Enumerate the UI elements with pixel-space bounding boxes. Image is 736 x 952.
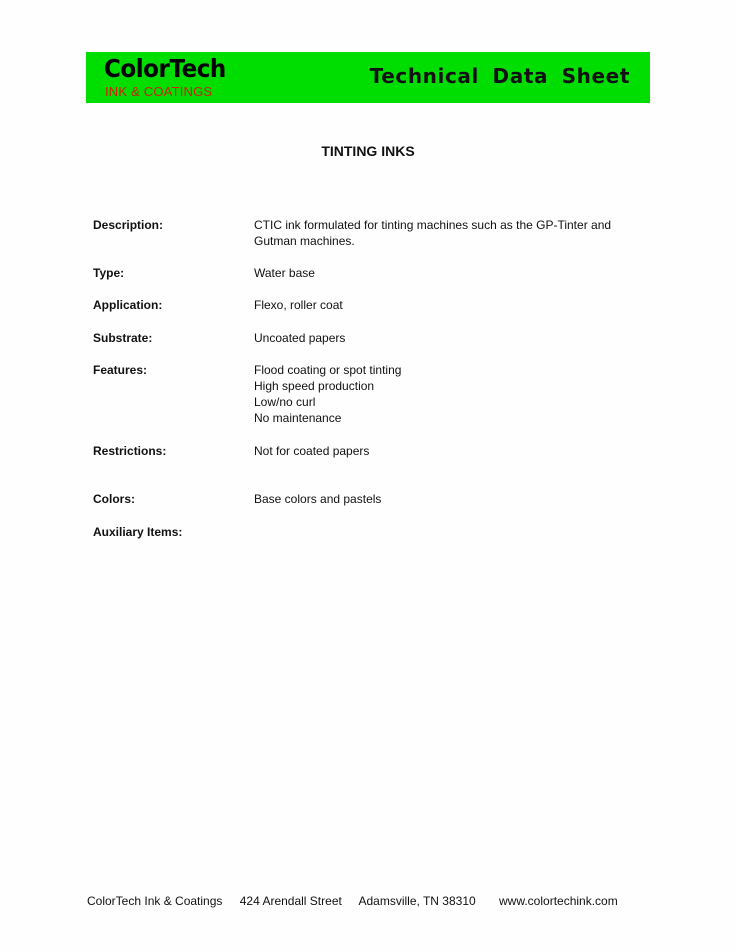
restrictions-value: Not for coated papers [254, 444, 370, 458]
auxiliary-items-label: Auxiliary Items: [93, 525, 183, 539]
features-value [254, 362, 634, 426]
description-label: Description: [93, 218, 164, 232]
colors-label: Colors: [93, 492, 135, 506]
document-title: TINTING INKS [321, 143, 415, 159]
description-line: CTIC ink formulated for tinting machines such as the GP-Tinter and [254, 218, 612, 232]
logo-subtitle: INK & COATINGS [105, 84, 213, 99]
description-line: Gutman machines. [254, 234, 355, 248]
feature-item: No maintenance [254, 411, 342, 425]
type-label: Type: [93, 266, 125, 280]
logo-wordmark: ColorTech [104, 54, 226, 83]
substrate-value: Uncoated papers [254, 331, 346, 345]
footer-city: Adamsville, TN 38310 [358, 894, 476, 908]
footer-street: 424 Arendall Street [239, 894, 342, 908]
sheet-title: Technical Data Sheet [369, 64, 630, 88]
footer-website[interactable]: www.colortechink.com [499, 894, 618, 908]
application-value: Flexo, roller coat [254, 298, 343, 312]
restrictions-label: Restrictions: [93, 444, 167, 458]
substrate-label: Substrate: [93, 331, 153, 345]
features-label: Features: [93, 363, 148, 377]
application-label: Application: [93, 298, 163, 312]
type-value: Water base [254, 266, 315, 280]
description-value [254, 217, 634, 249]
footer-company: ColorTech Ink & Coatings [87, 894, 223, 908]
footer [87, 893, 632, 909]
feature-item: Low/no curl [254, 395, 316, 409]
header-band [86, 52, 650, 103]
colors-value: Base colors and pastels [254, 492, 382, 506]
feature-item: Flood coating or spot tinting [254, 363, 402, 377]
feature-item: High speed production [254, 379, 375, 393]
